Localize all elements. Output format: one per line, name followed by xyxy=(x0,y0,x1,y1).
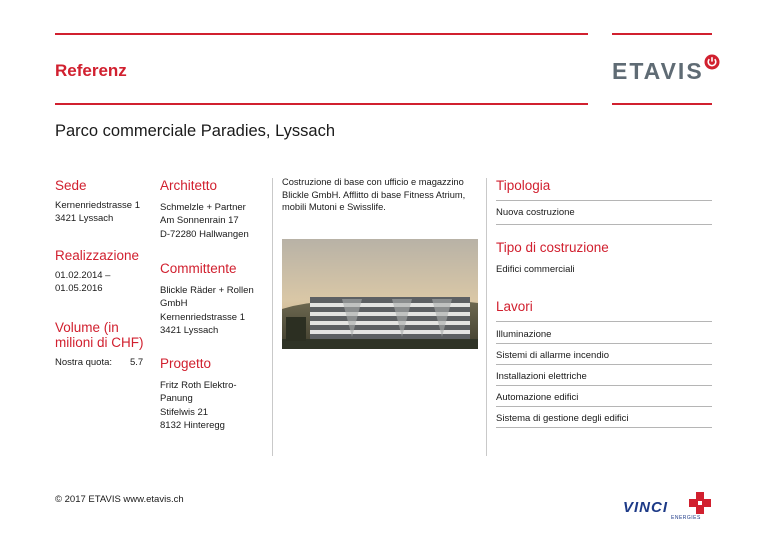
description-line: Costruzione di base con ufficio e magazzino xyxy=(282,177,464,187)
progetto-value xyxy=(160,379,237,433)
column-divider xyxy=(272,178,273,456)
header-bottom-rule-logo xyxy=(612,103,712,105)
progetto-line: Stifelwis 21 xyxy=(160,406,209,418)
quota-value: 5.7 xyxy=(130,357,144,368)
project-title: Parco commerciale Paradies, Lyssach xyxy=(55,122,336,140)
volume-label-line: milioni di CHF) xyxy=(55,335,144,350)
committente-line: Blickle Räder + Rollen xyxy=(160,285,254,296)
committente-value xyxy=(160,284,254,338)
lavori-item: Illuminazione xyxy=(496,329,552,340)
lavori-rule xyxy=(496,343,712,344)
sede-line: Kernenriedstrasse 1 xyxy=(55,200,141,211)
power-icon xyxy=(704,54,720,70)
header-top-rule-logo xyxy=(612,33,712,35)
etavis-logo-text: ETAVIS xyxy=(612,58,704,84)
architetto-line: Am Sonnenrain 17 xyxy=(160,215,239,227)
lavori-rule xyxy=(496,406,712,407)
tipologia-bottom-rule xyxy=(496,224,712,225)
volume-label-line: Volume (in xyxy=(55,320,119,335)
vinci-cross-icon xyxy=(689,492,711,514)
sede-line: 3421 Lyssach xyxy=(55,213,114,225)
vinci-logo-sub: ENERGIES xyxy=(671,515,701,521)
lavori-rule xyxy=(496,364,712,365)
etavis-logo xyxy=(612,52,722,84)
realizzazione-value xyxy=(55,269,110,296)
progetto-line: 8132 Hinteregg xyxy=(160,420,225,432)
progetto-line: Fritz Roth Elektro- xyxy=(160,380,237,391)
lavori-item: Automazione edifici xyxy=(496,392,579,403)
description-line: Blickle GmbH. Afflitto di base Fitness Atrium, xyxy=(282,189,466,200)
footer-copyright: © 2017 ETAVIS www.etavis.ch xyxy=(55,494,184,505)
lavori-item: Installazioni elettriche xyxy=(496,371,587,382)
progetto-line: Panung xyxy=(160,393,193,405)
architetto-value xyxy=(160,201,249,241)
lavori-item: Sistema di gestione degli edifici xyxy=(496,413,629,424)
building-photo xyxy=(282,239,478,349)
architetto-line: Schmelzle + Partner xyxy=(160,202,246,213)
committente-line: 3421 Lyssach xyxy=(160,325,219,337)
header-bottom-rule xyxy=(55,103,588,105)
tipologia-value: Nuova costruzione xyxy=(496,207,575,218)
tipologia-rule xyxy=(496,200,712,201)
committente-line: Kernenriedstrasse 1 xyxy=(160,311,246,323)
architetto-label: Architetto xyxy=(160,178,218,193)
realizzazione-line: 01.02.2014 – xyxy=(55,270,111,281)
tipologia-label: Tipologia xyxy=(496,178,551,193)
volume-label xyxy=(55,320,144,350)
column-divider xyxy=(486,178,487,456)
lavori-rule xyxy=(496,427,712,428)
vinci-logo-text: VINCI xyxy=(623,499,669,516)
architetto-line: D-72280 Hallwangen xyxy=(160,228,249,240)
page-heading: Referenz xyxy=(55,61,127,80)
description-line: mobili Mutoni e Swisslife. xyxy=(282,202,386,212)
tipo-costruzione-label: Tipo di costruzione xyxy=(496,240,609,255)
lavori-item: Sistemi di allarme incendio xyxy=(496,350,609,361)
sede-label: Sede xyxy=(55,178,87,193)
project-description xyxy=(282,176,482,214)
tipo-costruzione-value: Edifici commerciali xyxy=(496,264,575,275)
realizzazione-line: 01.05.2016 xyxy=(55,283,103,295)
realizzazione-label: Realizzazione xyxy=(55,248,140,263)
vinci-energies-logo xyxy=(623,492,723,524)
lavori-rule xyxy=(496,385,712,386)
committente-line: GmbH xyxy=(160,298,188,310)
lavori-rule xyxy=(496,321,712,322)
quota-label: Nostra quota: xyxy=(55,357,113,368)
lavori-label: Lavori xyxy=(496,299,533,314)
committente-label: Committente xyxy=(160,261,237,276)
progetto-label: Progetto xyxy=(160,356,212,371)
header-top-rule xyxy=(55,33,588,35)
sede-value xyxy=(55,199,140,226)
